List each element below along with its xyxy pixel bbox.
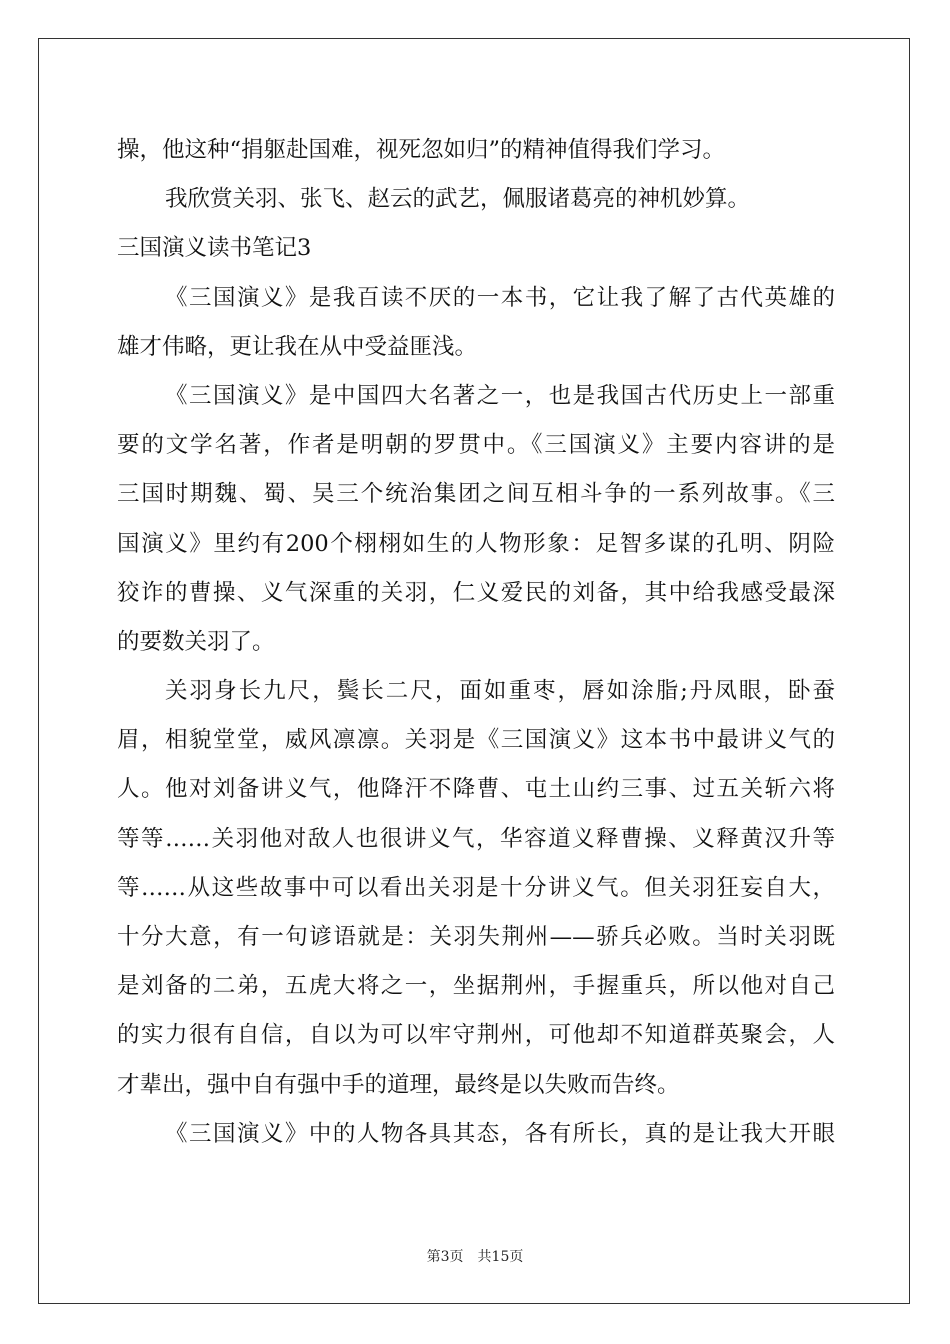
text-line: 等……从这些故事中可以看出关羽是十分讲义气。但关羽狂妄自大，	[117, 874, 835, 901]
text-line: 《三国演义》中的人物各具其态，各有所长，真的是让我大开眼	[165, 1120, 835, 1147]
text-line: 的要数关羽了。	[117, 628, 275, 655]
text-line: 关羽身长九尺，鬓长二尺，面如重枣，唇如涂脂;丹凤眼，卧蚕	[165, 678, 835, 705]
text-line: 等等……关羽他对敌人也很讲义气，华容道义释曹操、义释黄汉升等	[117, 825, 835, 852]
text-line: 十分大意，有一句谚语就是：关羽失荆州——骄兵必败。当时关羽既	[117, 924, 835, 950]
text-line: 三国时期魏、蜀、吴三个统治集团之间互相斗争的一系列故事。《三	[117, 481, 835, 508]
text-line: 《三国演义》是我百读不厌的一本书，它让我了解了古代英雄的	[165, 284, 835, 311]
text-line: 人。他对刘备讲义气，他降汗不降曹、屯土山约三事、过五关斩六将	[117, 776, 835, 803]
section-heading: 三国演义读书笔记3	[117, 235, 312, 262]
page-total: 共15页	[477, 1249, 524, 1265]
text-line: 是刘备的二弟，五虎大将之一，坐据荆州，手握重兵，所以他对自己	[117, 973, 835, 1000]
text-line: 的实力很有自信，自以为可以牢守荆州，可他却不知道群英聚会，人	[117, 1022, 835, 1049]
text-line: 才辈出，强中自有强中手的道理，最终是以失败而告终。	[117, 1071, 680, 1098]
text-line: 我欣赏关羽、张飞、赵云的武艺，佩服诸葛亮的神机妙算。	[165, 186, 751, 213]
text-line: 雄才伟略，更让我在从中受益匪浅。	[117, 333, 478, 360]
text-line: 狡诈的曹操、义气深重的关羽，仁义爱民的刘备，其中给我感受最深	[117, 579, 835, 606]
text-line: 操，他这种“捐躯赴国难，视死忽如归”的精神值得我们学习。	[117, 137, 726, 163]
document-body	[117, 126, 835, 1159]
page-footer	[0, 1246, 950, 1266]
text-line: 《三国演义》是中国四大名著之一，也是我国古代历史上一部重	[165, 382, 835, 409]
text-line: 眉，相貌堂堂，威风凛凛。关羽是《三国演义》这本书中最讲义气的	[117, 727, 835, 754]
text-line: 国演义》里约有200个栩栩如生的人物形象：足智多谋的孔明、阴险	[117, 530, 835, 557]
text-line: 要的文学名著，作者是明朝的罗贯中。《三国演义》主要内容讲的是	[117, 432, 835, 459]
page-number: 第3页	[426, 1249, 464, 1265]
